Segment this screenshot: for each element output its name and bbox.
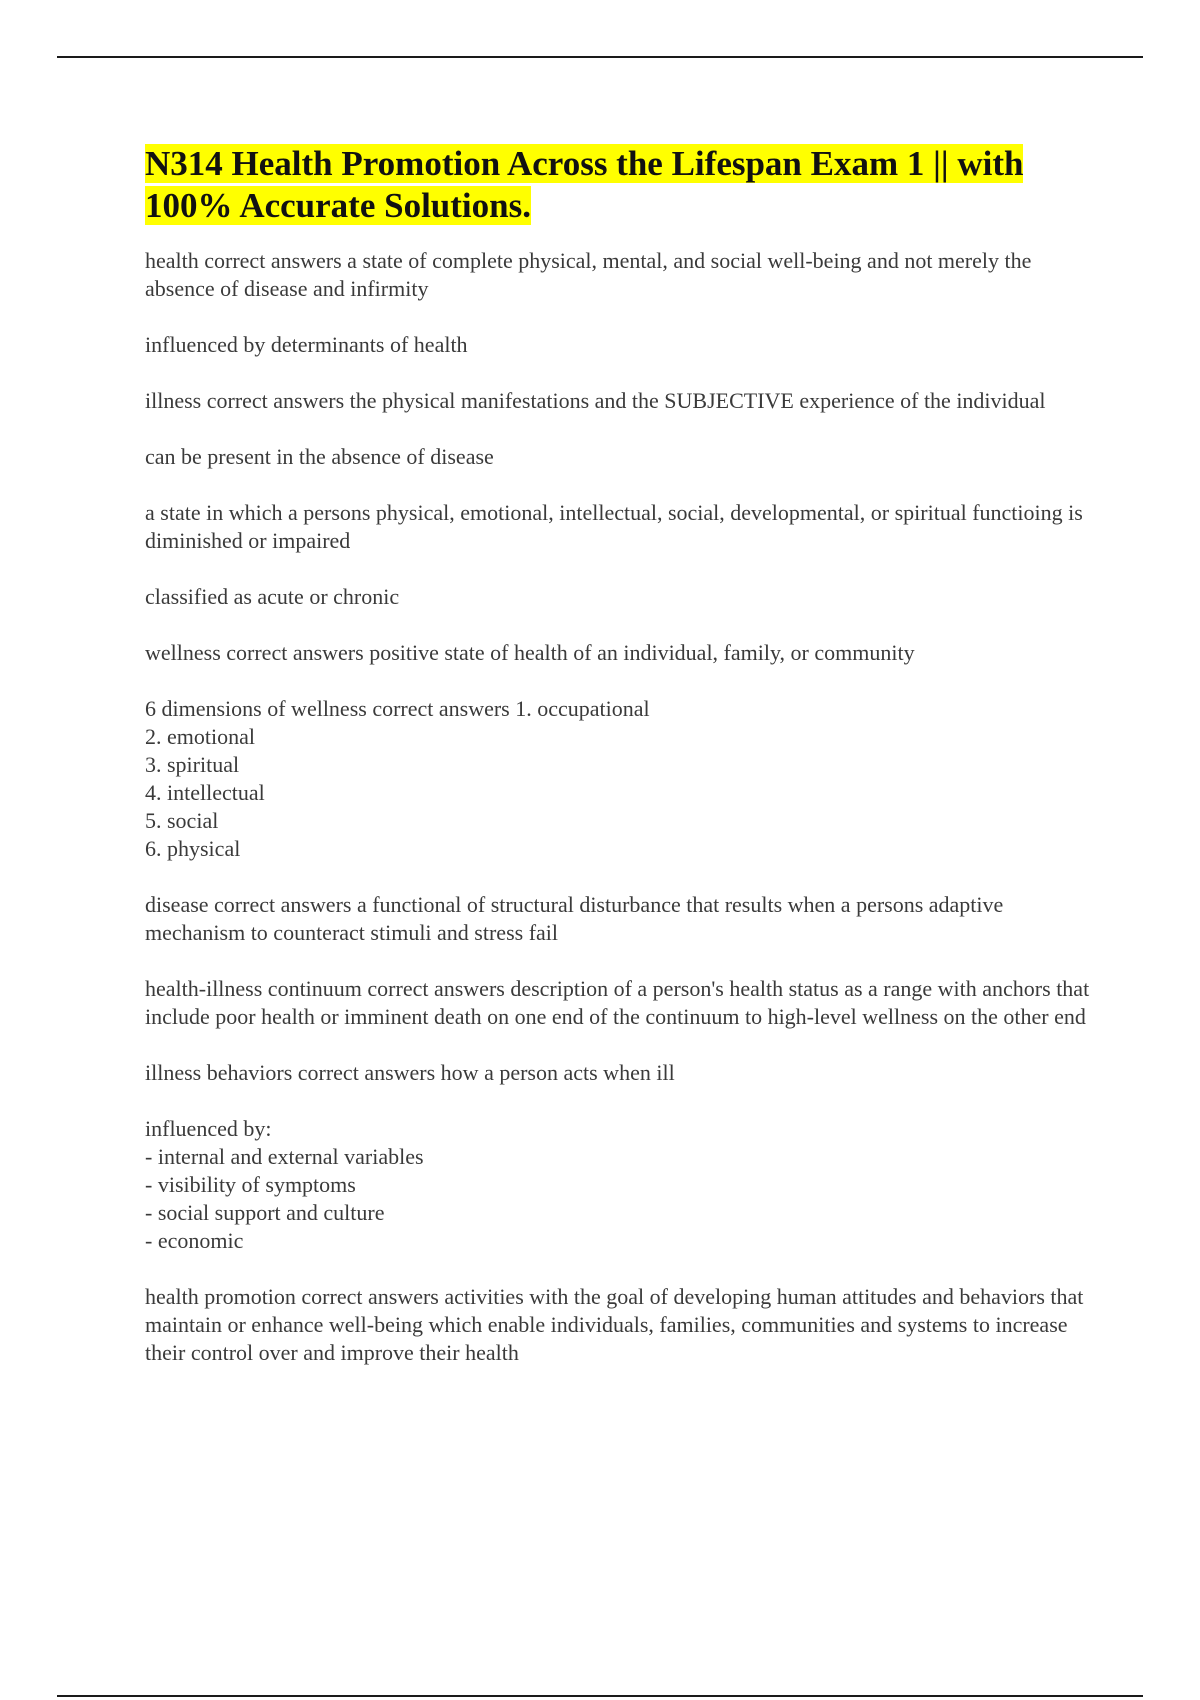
bottom-rule bbox=[57, 1695, 1143, 1697]
paragraph-wellness-definition: wellness correct answers positive state of health of an individual, family, or community bbox=[145, 640, 915, 665]
paragraph-illness-absence: can be present in the absence of disease bbox=[145, 444, 494, 469]
paragraph-health-influence: influenced by determinants of health bbox=[145, 332, 468, 357]
paragraph-illness-definition: illness correct answers the physical manifestations and the SUBJECTIVE experience of the individual bbox=[145, 388, 1046, 413]
document-body bbox=[145, 143, 1095, 1395]
paragraph-health-illness-continuum: health-illness continuum correct answers description of a person's health status as a range with anchors that include poor health or imminent death on one end of the continuum to high-level wellness on the other end bbox=[145, 976, 1095, 1029]
top-rule bbox=[57, 56, 1143, 58]
paragraph-disease-definition: disease correct answers a functional of structural disturbance that results when a persons adaptive mechanism to counteract stimuli and stress fail bbox=[145, 892, 1009, 945]
paragraph-health-promotion: health promotion correct answers activities with the goal of developing human attitudes and behaviors that maintain or enhance well-being which enable individuals, families, communities and systems to increase their control over and improve their health bbox=[145, 1284, 1089, 1365]
paragraph-health-definition: health correct answers a state of complete physical, mental, and social well-being and not merely the absence of disease and infirmity bbox=[145, 248, 1037, 301]
title-highlight: N314 Health Promotion Across the Lifespan Exam 1 || with 100% Accurate Solutions. bbox=[145, 144, 1024, 225]
paragraph-illness-classification: classified as acute or chronic bbox=[145, 584, 400, 609]
paragraph-illness-behaviors: illness behaviors correct answers how a person acts when ill bbox=[145, 1060, 675, 1085]
paragraph-illness-state: a state in which a persons physical, emotional, intellectual, social, developmental, or spiritual functioing is diminished or impaired bbox=[145, 500, 1089, 553]
paragraph-wellness-dimensions: 6 dimensions of wellness correct answers 1. occupational 2. emotional 3. spiritual 4. intellectual 5. social 6. physical bbox=[145, 696, 650, 861]
paragraph-illness-behavior-influences: influenced by: - internal and external variables - visibility of symptoms - social support and culture - economic bbox=[145, 1116, 424, 1253]
document-title bbox=[145, 143, 1090, 227]
